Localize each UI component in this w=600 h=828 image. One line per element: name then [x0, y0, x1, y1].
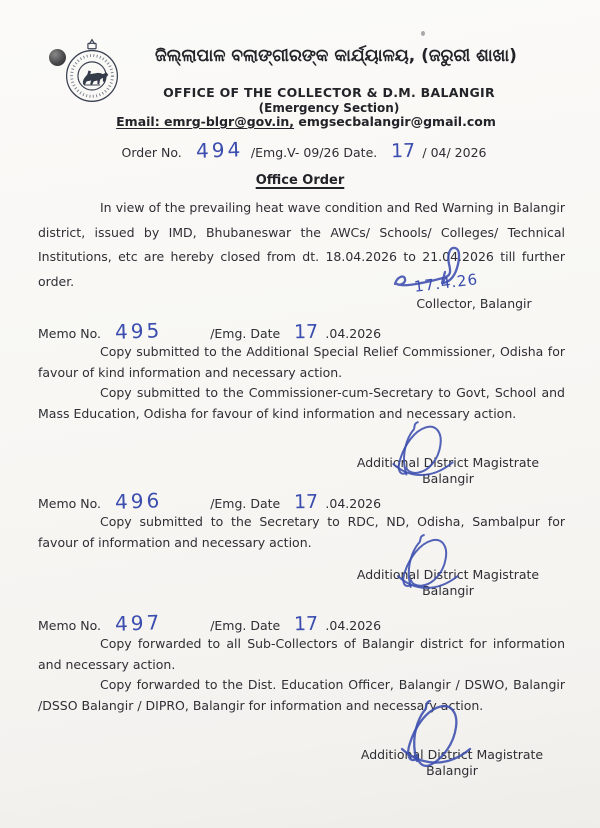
memo-date-day-handwritten: 17	[294, 320, 319, 344]
signatory-place: Balangir	[422, 582, 474, 598]
memo-date-printed: .04.2026	[325, 618, 382, 633]
header-email-line	[0, 114, 600, 129]
email-address-primary: Email: emrg-blgr@gov.in,	[116, 114, 295, 129]
memo-paragraph: Copy submitted to the Commissioner-cum-Secretary to Govt, School and Mass Education, Odisha for favour of kind information and necessary action.	[38, 385, 565, 421]
memo-paragraph: Copy submitted to the Additional Special Relief Commissioner, Odisha for favour of kind information and necessary action.	[38, 344, 565, 380]
signatory-designation: Additional District Magistrate	[356, 455, 540, 470]
order-number-line	[0, 137, 600, 163]
memo-paragraph: Copy submitted to the Secretary to RDC, ND, Odisha, Sambalpur for favour of information and necessary action.	[38, 514, 565, 550]
memo-label: Memo No.	[38, 496, 102, 511]
collector-signature-date: 17.4.26	[413, 270, 480, 296]
memo-line-495	[38, 318, 382, 344]
memo-number-handwritten: 497	[114, 610, 163, 636]
collector-signature-scribble	[386, 242, 478, 304]
header-office-name: OFFICE OF THE COLLECTOR & D.M. BALANGIR	[163, 85, 495, 100]
signatory-designation: Additional District Magistrate	[360, 747, 544, 762]
order-date-day-handwritten: 17	[391, 139, 416, 163]
memo-date-day-handwritten: 17	[294, 612, 319, 636]
memo-ref-text: /Emg. Date	[210, 326, 281, 341]
order-date-printed: / 04/ 2026	[422, 145, 487, 160]
header-section-name: (Emergency Section)	[258, 101, 400, 115]
memo-date-printed: .04.2026	[325, 326, 382, 341]
order-no-label: Order No.	[121, 145, 182, 160]
email-address-secondary: emgsecbalangir@gmail.com	[294, 114, 496, 129]
memo-495-paragraphs	[38, 342, 565, 424]
memo-ref-text: /Emg. Date	[210, 496, 281, 511]
order-number-handwritten: 494	[195, 137, 244, 163]
signatory-place: Balangir	[426, 762, 478, 778]
memo-496-paragraphs	[38, 512, 565, 553]
order-ref-text: /Emg.V- 09/26 Date.	[250, 145, 378, 160]
scan-speck	[421, 31, 425, 36]
memo-497-paragraphs	[38, 634, 565, 716]
adm-signature-scribble-3	[396, 690, 476, 782]
order-body-paragraph: In view of the prevailing heat wave condition and Red Warning in Balangir district, issued by IMD, Bhubaneswar the AWCs/ Schools/ Colleges/ Technical Institutions, etc are hereby closed from dt. 18.04.2026 to 21.04.2026 till further order.	[38, 200, 565, 289]
office-order-heading: Office Order	[255, 173, 345, 188]
memo-paragraph: Copy forwarded to all Sub-Collectors of Balangir district for information and necessary action.	[38, 636, 565, 672]
signatory-place: Balangir	[422, 470, 474, 486]
collector-designation: Collector, Balangir	[416, 296, 532, 311]
memo-label: Memo No.	[38, 618, 102, 633]
memo-date-day-handwritten: 17	[294, 490, 319, 514]
adm-signature-scribble-2	[391, 529, 465, 603]
order-body	[38, 196, 565, 294]
memo-number-handwritten: 496	[114, 488, 163, 514]
memo-date-printed: .04.2026	[325, 496, 382, 511]
adm-signature-scribble-1	[388, 417, 458, 489]
memo-line-496	[38, 488, 382, 514]
memo-ref-text: /Emg. Date	[210, 618, 281, 633]
memo-label: Memo No.	[38, 326, 102, 341]
memo-paragraph: Copy forwarded to the Dist. Education Officer, Balangir / DSWO, Balangir /DSSO Balangir / DIPRO, Balangir for information and necessary action.	[38, 677, 565, 713]
signatory-designation: Additional District Magistrate	[356, 567, 540, 582]
header-odia-title: ଜିଲ୍ଲାପାଳ ବଲାଙ୍ଗୀରଙ୍କ କାର୍ଯ୍ୟାଳୟ, (ଜରୁରୀ ଶାଖା)	[155, 46, 517, 66]
memo-line-497	[38, 610, 382, 636]
memo-number-handwritten: 495	[114, 318, 163, 344]
